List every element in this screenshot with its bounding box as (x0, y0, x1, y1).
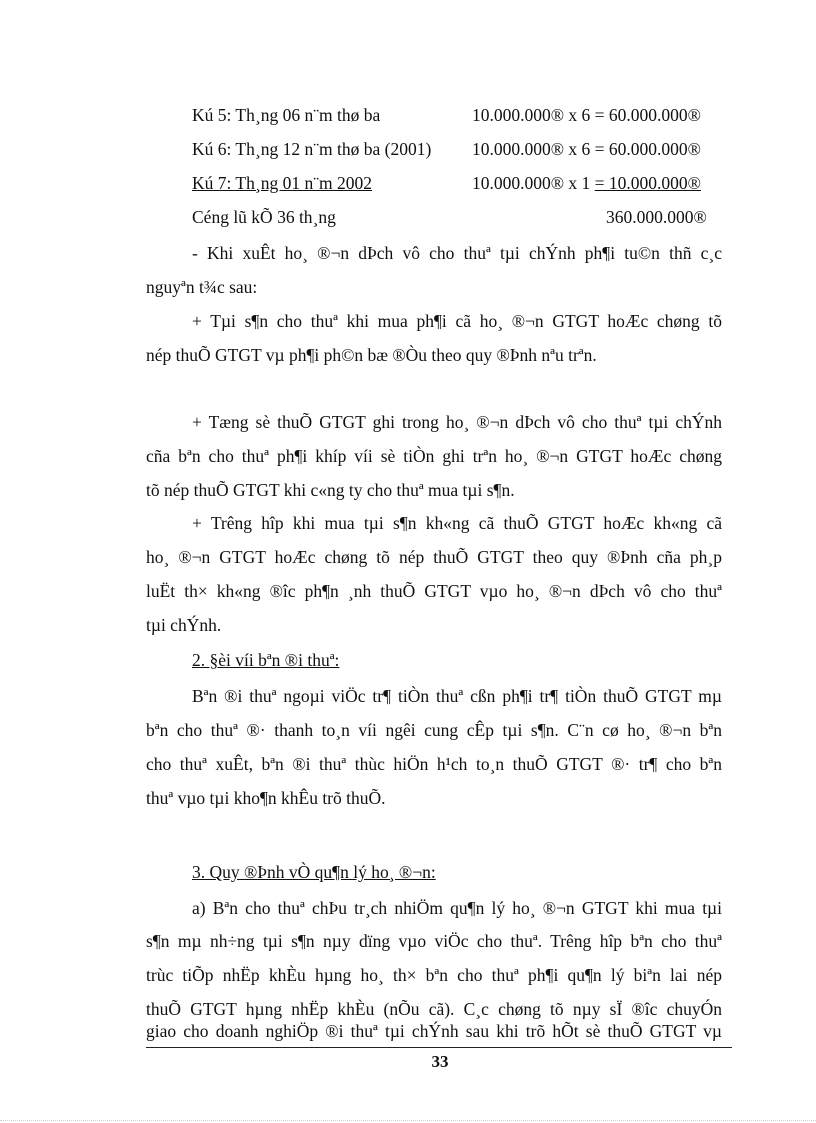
schedule-multiplier: 10.000.000® x 1 (472, 173, 591, 193)
page-number: 33 (431, 1052, 449, 1071)
body-line: Bªn ®i thuª ngoµi viÖc tr¶ tiÒn thuª cßn ph¶i tr¶ tiÒn thuÕ GTGT mµ (192, 686, 722, 706)
schedule-period-amount: 10.000.000® x 6 = 60.000.000® (472, 105, 701, 125)
body-line: thuª vµo tµi kho¶n khÊu trõ thuÕ. (146, 788, 386, 808)
schedule-period-amount (472, 171, 701, 195)
section-heading-invoice-management: 3. Quy ®Þnh vÒ qu¶n lý ho¸ ®¬n: (192, 862, 436, 882)
body-line: tõ nép thuÕ GTGT khi c«ng ty cho thuª mua tµi s¶n. (146, 480, 515, 500)
body-line: giao cho doanh nghiÖp ®i thuª tµi chÝnh sau khi trõ hÕt sè thuÕ GTGT vµ (146, 1021, 722, 1041)
schedule-period-label: Kú 6: Th¸ng 12 n¨m thø ba (2001) (192, 139, 432, 159)
body-line: s¶n mµ nh÷ng tµi s¶n nµy dïng vµo viÖc cho thuª. Trêng hîp bªn cho thuª (146, 931, 722, 951)
page-edge (0, 1120, 816, 1121)
section-heading-lessee: 2. §èi víi bªn ®i thuª: (192, 650, 340, 670)
body-line: luËt th× kh«ng ®îc ph¶n ¸nh thuÕ GTGT vµo ho¸ ®¬n dÞch vô cho thuª (146, 581, 722, 601)
schedule-product: = 10.000.000® (594, 173, 701, 193)
body-line: tµi chÝnh. (146, 615, 222, 635)
body-line: a) Bªn cho thuª chÞu tr¸ch nhiÖm qu¶n lý ho¸ ®¬n GTGT khi mua tµi (192, 898, 722, 918)
body-line: cña bªn cho thuª ph¶i khíp víi sè tiÒn ghi trªn ho¸ ®¬n GTGT hoÆc chøng (146, 446, 722, 466)
body-line: ho¸ ®¬n GTGT hoÆc chøng tõ nép thuÕ GTGT theo quy ®Þnh cña ph¸p (146, 547, 722, 567)
body-line: - Khi xuÊt ho¸ ®¬n dÞch vô cho thuª tµi chÝnh ph¶i tu©n thñ c¸c (192, 243, 722, 263)
schedule-period-label: Kú 7: Th¸ng 01 n¨m 2002 (192, 173, 373, 193)
body-line: thuÕ GTGT hµng nhËp khÈu (nÕu cã). C¸c chøng tõ nµy sÏ ®îc chuyÓn (146, 999, 722, 1019)
body-line: nguyªn t¾c sau: (146, 277, 258, 297)
schedule-total-label: Céng lũ kÕ 36 th¸ng (192, 207, 336, 227)
body-line: + Tµi s¶n cho thuª khi mua ph¶i cã ho¸ ®¬n GTGT hoÆc chøng tõ (192, 311, 722, 331)
body-line: bªn cho thuª ®· thanh to¸n víi ngêi cung cÊp tµi s¶n. C¨n cø ho¸ ®¬n bªn (146, 720, 722, 740)
schedule-period-amount: 10.000.000® x 6 = 60.000.000® (472, 139, 701, 159)
body-line: + Tæng sè thuÕ GTGT ghi trong ho¸ ®¬n dÞch vô cho thuª tµi chÝnh (192, 412, 722, 432)
body-line: trùc tiÕp nhËp khÈu hµng ho¸ th× bªn cho thuª ph¶i qu¶n lý biªn lai nép (146, 965, 722, 985)
body-line: nép thuÕ GTGT vµ ph¶i ph©n bæ ®Òu theo quy ®Þnh nªu trªn. (146, 345, 597, 365)
body-line: cho thuª xuÊt, bªn ®i thuª thùc hiÖn h¹ch to¸n thuÕ GTGT ®· tr¶ cho bªn (146, 754, 722, 774)
footer-divider (146, 1047, 732, 1048)
schedule-period-label: Kú 5: Th¸ng 06 n¨m thø ba (192, 105, 381, 125)
schedule-total-amount: 360.000.000® (606, 207, 707, 227)
body-line: + Trêng hîp khi mua tµi s¶n kh«ng cã thuÕ GTGT hoÆc kh«ng cã (192, 513, 722, 533)
